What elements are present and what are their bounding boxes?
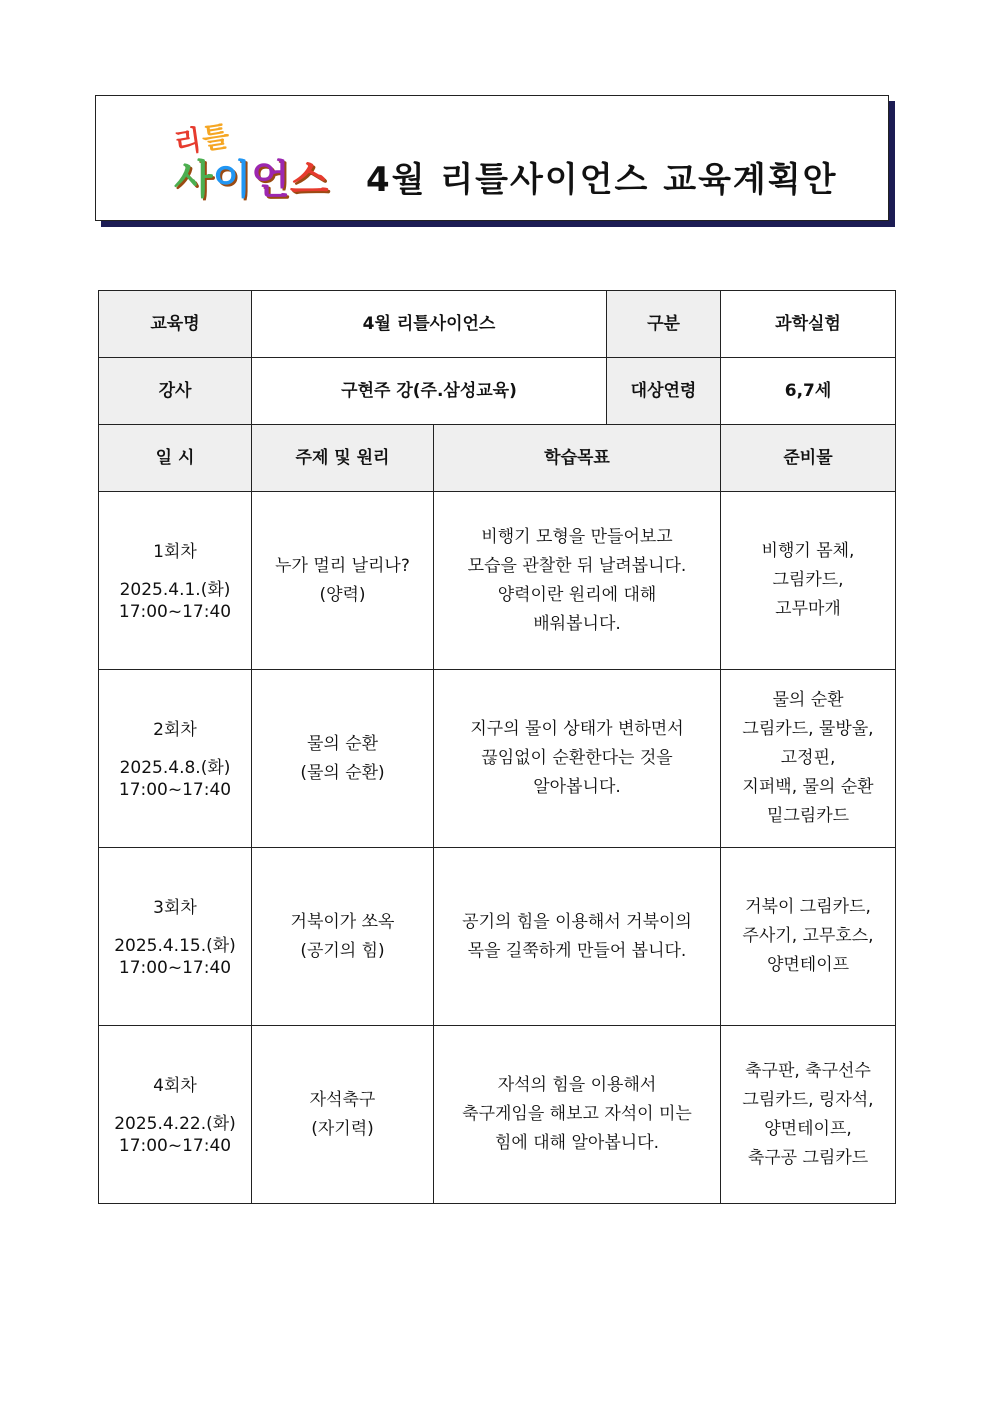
logo-letter: 스 (289, 157, 329, 203)
logo-letter: 이 (212, 157, 252, 203)
logo-letter: 틀 (199, 119, 233, 156)
session-topic-cell (252, 848, 434, 1026)
session-goal-line: 목을 길쭉하게 만들어 봅니다. (467, 940, 687, 961)
session-materials-cell (721, 492, 896, 670)
session-goal-line: 공기의 힘을 이용해서 거북이의 (462, 911, 692, 932)
session-time: 17:00~17:40 (118, 602, 232, 622)
document-title: 4월 리틀사이언스 교육계획안 (366, 160, 838, 200)
session-name: 1회차 (153, 542, 197, 562)
session-date-cell (99, 848, 252, 1026)
education-plan-table (98, 290, 896, 1204)
session-material-line: 그림카드, 물방울, (742, 719, 874, 739)
edu-name-label: 교육명 (99, 291, 252, 358)
logo-letter: 언 (251, 157, 290, 203)
col-goal-header: 학습목표 (434, 425, 721, 492)
teacher-value: 구현주 강(주.삼성교육) (252, 358, 607, 425)
category-value: 과학실험 (721, 291, 896, 358)
session-topic-line: 자석축구 (309, 1089, 376, 1110)
session-date-cell (99, 670, 252, 848)
session-date-cell (99, 492, 252, 670)
session-goal-line: 비행기 모형을 만들어보고 (481, 526, 673, 547)
session-goal-line: 힘에 대해 알아봅니다. (495, 1133, 660, 1153)
session-material-line: 축구판, 축구선수 (745, 1060, 871, 1081)
session-date: 2025.4.1.(화) (119, 580, 231, 600)
col-date-header: 일 시 (99, 425, 252, 492)
session-goal-line: 알아봅니다. (533, 777, 621, 797)
session-material-line: 축구공 그림카드 (747, 1147, 869, 1168)
session-material-line: 양면테이프, (764, 1118, 852, 1139)
session-topic-line: (자기력) (311, 1118, 374, 1139)
session-materials-cell (721, 670, 896, 848)
session-topic-line: (공기의 힘) (300, 940, 385, 961)
session-row (99, 848, 896, 1026)
logo-letter: 리 (172, 123, 205, 160)
session-name: 2회차 (153, 720, 197, 740)
logo-letter: 사 (174, 157, 213, 203)
session-materials-cell (721, 1026, 896, 1204)
column-header-row (99, 425, 896, 492)
logo-line2 (174, 148, 329, 205)
session-material-line: 양면테이프 (766, 955, 850, 975)
session-goal-cell (434, 1026, 721, 1204)
session-materials-cell (721, 848, 896, 1026)
session-goal-line: 모습을 관찰한 뒤 날려봅니다. (467, 555, 687, 576)
session-topic-line: 거북이가 쏘옥 (290, 911, 395, 932)
session-topic-line: 물의 순환 (306, 733, 379, 754)
session-topic-cell (252, 492, 434, 670)
session-material-line: 그림카드, 링자석, (742, 1089, 874, 1110)
session-goal-line: 지구의 물이 상태가 변하면서 (470, 719, 684, 739)
info-row-1 (99, 291, 896, 358)
session-date: 2025.4.8.(화) (119, 758, 231, 778)
session-topic-cell (252, 1026, 434, 1204)
session-time: 17:00~17:40 (118, 1136, 232, 1156)
session-material-line: 물의 순환 (772, 690, 844, 710)
session-topic-cell (252, 670, 434, 848)
session-material-line: 고정핀, (780, 748, 836, 768)
age-label: 대상연령 (607, 358, 721, 425)
session-material-line: 주사기, 고무호스, (742, 926, 874, 946)
session-goal-cell (434, 492, 721, 670)
session-material-line: 밑그림카드 (766, 806, 850, 826)
session-row (99, 670, 896, 848)
title-box (95, 95, 889, 221)
session-material-line: 비행기 몸체, (761, 541, 855, 561)
session-material-line: 거북이 그림카드, (745, 897, 871, 917)
info-row-2 (99, 358, 896, 425)
session-goal-cell (434, 848, 721, 1026)
col-topic-header: 주제 및 원리 (252, 425, 434, 492)
session-row (99, 1026, 896, 1204)
col-materials-header: 준비물 (721, 425, 896, 492)
category-label: 구분 (607, 291, 721, 358)
session-goal-line: 자석의 힘을 이용해서 (497, 1075, 657, 1095)
session-date: 2025.4.15.(화) (114, 936, 236, 956)
session-material-line: 고무마개 (775, 599, 841, 619)
session-date: 2025.4.22.(화) (114, 1114, 236, 1134)
session-name: 4회차 (153, 1076, 197, 1096)
session-topic-line: (양력) (319, 584, 366, 605)
session-topic-line: 누가 멀리 날리나? (275, 555, 410, 576)
session-goal-cell (434, 670, 721, 848)
session-time: 17:00~17:40 (118, 780, 232, 800)
teacher-label: 강사 (99, 358, 252, 425)
session-date-cell (99, 1026, 252, 1204)
session-rows (99, 492, 896, 1204)
session-material-line: 지퍼백, 물의 순환 (742, 777, 874, 797)
session-name: 3회차 (153, 898, 197, 918)
session-goal-line: 양력이란 원리에 대해 (497, 584, 657, 605)
little-science-logo (172, 118, 337, 203)
session-goal-line: 배워봅니다. (533, 613, 621, 634)
edu-name-value: 4월 리틀사이언스 (252, 291, 607, 358)
session-goal-line: 끊임없이 순환한다는 것을 (481, 748, 673, 768)
session-topic-line: (물의 순환) (300, 762, 385, 783)
session-material-line: 그림카드, (772, 570, 844, 590)
session-row (99, 492, 896, 670)
session-time: 17:00~17:40 (118, 958, 232, 978)
age-value: 6,7세 (721, 358, 896, 425)
session-goal-line: 축구게임을 해보고 자석이 미는 (462, 1104, 692, 1124)
